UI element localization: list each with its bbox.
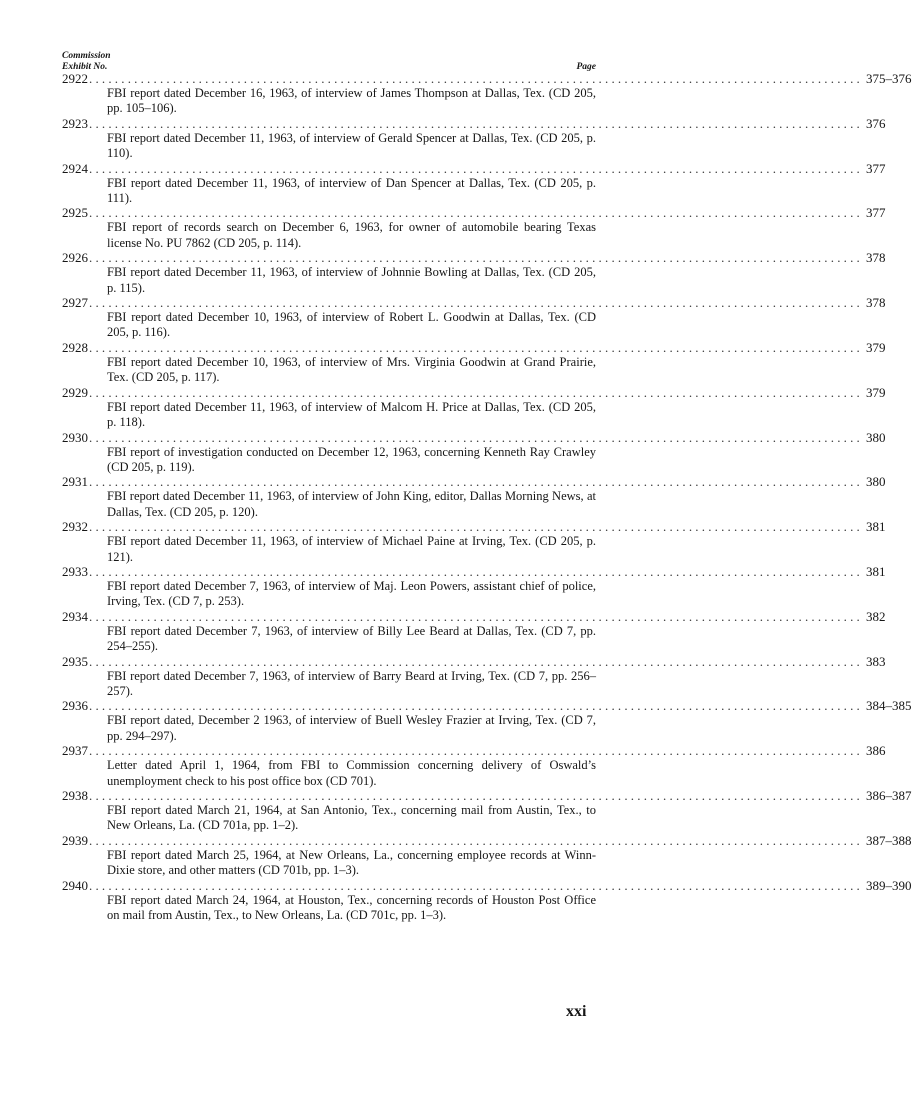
exhibit-description: FBI report dated December 7, 1963, of interview of Billy Lee Beard at Dallas, Tex. (CD 7, pp. 254–255). — [107, 623, 596, 654]
dot-leader: ........................................................................................................................ — [89, 653, 863, 669]
page-reference: 377 — [866, 205, 886, 221]
page-reference: 387–388 — [866, 832, 912, 848]
exhibit-description: FBI report dated December 11, 1963, of interview of Gerald Spencer at Dallas, Tex. (CD 205, p. 110). — [107, 130, 596, 161]
exhibit-number: 2930 — [62, 429, 88, 445]
exhibit-entry — [62, 474, 886, 520]
dot-leader: ........................................................................................................................ — [89, 743, 863, 759]
exhibit-number: 2931 — [62, 474, 88, 490]
column-header — [62, 48, 596, 72]
exhibit-description: FBI report dated December 16, 1963, of interview of James Thompson at Dallas, Tex. (CD 205, pp. 105–106). — [107, 86, 596, 116]
exhibit-number: 2937 — [62, 743, 88, 759]
exhibit-description: FBI report dated December 10, 1963, of interview of Robert L. Goodwin at Dallas, Tex. (CD 205, p. 116). — [107, 310, 596, 340]
exhibit-number: 2933 — [62, 563, 88, 579]
exhibit-entry — [62, 205, 886, 251]
exhibit-description: FBI report of records search on December 6, 1963, for owner of automobile bearing Texas license No. PU 7862 (CD 205, p. 114). — [107, 220, 596, 250]
exhibit-entry — [62, 788, 912, 834]
exhibit-entry — [62, 295, 886, 341]
exhibit-number: 2939 — [62, 832, 88, 848]
dot-leader: ........................................................................................................................ — [89, 563, 863, 579]
exhibit-number: 2934 — [62, 608, 88, 624]
dot-leader: ........................................................................................................................ — [89, 339, 863, 355]
exhibit-number: 2923 — [62, 115, 88, 131]
dot-leader: ........................................................................................................................ — [89, 250, 863, 266]
page-reference: 375–376 — [866, 71, 912, 86]
exhibit-description: FBI report of investigation conducted on December 12, 1963, concerning Kenneth Ray Crawley (CD 205, p. 119). — [107, 444, 596, 474]
exhibit-number: 2935 — [62, 653, 88, 669]
exhibit-entry — [62, 832, 912, 879]
dot-leader: ........................................................................................................................ — [89, 295, 863, 311]
page-reference: 378 — [866, 250, 886, 266]
exhibit-list — [62, 71, 912, 923]
page-reference: 378 — [866, 295, 886, 311]
page-reference: 384–385 — [866, 698, 912, 714]
dot-leader: ........................................................................................................................ — [89, 160, 863, 176]
exhibit-description: FBI report dated December 11, 1963, of interview of John King, editor, Dallas Morning News, at Dallas, Tex. (CD 205, p. 120). — [107, 489, 596, 519]
exhibit-number: 2928 — [62, 339, 88, 355]
page-reference: 383 — [866, 653, 886, 669]
exhibit-description: FBI report dated March 21, 1964, at San Antonio, Tex., concerning mail from Austin, Tex., to New Orleans, La. (CD 701a, pp. 1–2). — [107, 803, 596, 833]
exhibit-description: FBI report dated December 7, 1963, of interview of Maj. Leon Powers, assistant chief of police, Irving, Tex. (CD 7, p. 253). — [107, 578, 596, 609]
exhibit-number: 2936 — [62, 698, 88, 714]
exhibit-number: 2926 — [62, 250, 88, 266]
exhibit-description: FBI report dated December 11, 1963, of interview of Malcom H. Price at Dallas, Tex. (CD 205, p. 118). — [107, 399, 596, 430]
exhibit-description: FBI report dated December 11, 1963, of interview of Dan Spencer at Dallas, Tex. (CD 205, p. 111). — [107, 175, 596, 206]
page-reference: 381 — [866, 563, 886, 579]
exhibit-description: FBI report dated March 24, 1964, at Houston, Tex., concerning records of Houston Post Office on mail from Austin, Tex., to New Orleans, La. (CD 701c, pp. 1–3). — [107, 892, 596, 923]
exhibit-number: 2940 — [62, 877, 88, 893]
dot-leader: ........................................................................................................................ — [89, 429, 863, 445]
dot-leader: ........................................................................................................................ — [89, 474, 863, 490]
exhibit-entry — [62, 71, 912, 117]
page-reference: 379 — [866, 339, 886, 355]
dot-leader: ........................................................................................................................ — [89, 877, 863, 893]
exhibit-description: FBI report dated March 25, 1964, at New Orleans, La., concerning employee records at Winn-Dixie store, and other matters (CD 701b, pp. 1–3). — [107, 847, 596, 878]
page-reference: 380 — [866, 474, 886, 490]
exhibit-label-line2: Exhibit No. — [62, 61, 108, 72]
exhibit-description: FBI report dated December 7, 1963, of interview of Barry Beard at Irving, Tex. (CD 7, pp. 256–257). — [107, 668, 596, 698]
exhibit-description: FBI report dated December 11, 1963, of interview of Michael Paine at Irving, Tex. (CD 205, p. 121). — [107, 534, 596, 564]
exhibit-number: 2925 — [62, 205, 88, 221]
exhibit-entry — [62, 563, 886, 610]
exhibit-label-line1: Commission — [62, 51, 111, 61]
page-column-label: Page — [576, 61, 596, 72]
exhibit-entry — [62, 339, 886, 386]
exhibit-number: 2922 — [62, 71, 88, 86]
exhibit-entry — [62, 384, 886, 431]
exhibit-entry — [62, 743, 886, 789]
page-reference: 377 — [866, 160, 886, 176]
page-reference: 389–390 — [866, 877, 912, 893]
exhibit-entry — [62, 160, 886, 207]
dot-leader: ........................................................................................................................ — [89, 698, 863, 714]
exhibit-entry — [62, 250, 886, 296]
exhibit-number: 2927 — [62, 295, 88, 311]
exhibit-description: Letter dated April 1, 1964, from FBI to Commission concerning delivery of Oswald’s unemployment check to his post office box (CD 701). — [107, 758, 596, 788]
exhibit-description: FBI report dated, December 2 1963, of interview of Buell Wesley Frazier at Irving, Tex. (CD 7, pp. 294–297). — [107, 713, 596, 743]
page-reference: 386 — [866, 743, 886, 759]
exhibit-entry — [62, 519, 886, 565]
dot-leader: ........................................................................................................................ — [89, 205, 863, 221]
exhibit-entry — [62, 877, 912, 924]
dot-leader: ........................................................................................................................ — [89, 384, 863, 400]
page-folio: xxi — [566, 1003, 587, 1020]
page-reference: 376 — [866, 115, 886, 131]
page-reference: 381 — [866, 519, 886, 535]
dot-leader: ........................................................................................................................ — [89, 608, 863, 624]
exhibit-number: 2932 — [62, 519, 88, 535]
exhibit-number: 2929 — [62, 384, 88, 400]
exhibit-entry — [62, 429, 886, 476]
dot-leader: ........................................................................................................................ — [89, 115, 863, 131]
page-reference: 382 — [866, 608, 886, 624]
dot-leader: ........................................................................................................................ — [89, 71, 863, 86]
dot-leader: ........................................................................................................................ — [89, 519, 863, 535]
exhibit-column-label — [62, 51, 111, 72]
exhibit-entry — [62, 608, 886, 655]
exhibit-entry — [62, 653, 886, 700]
page-reference: 379 — [866, 384, 886, 400]
exhibit-entry — [62, 115, 886, 162]
exhibit-entry — [62, 698, 912, 744]
page-reference: 380 — [866, 429, 886, 445]
page-reference: 386–387 — [866, 788, 912, 803]
exhibit-description: FBI report dated December 10, 1963, of interview of Mrs. Virginia Goodwin at Grand Prairie, Tex. (CD 205, p. 117). — [107, 354, 596, 385]
exhibit-number: 2924 — [62, 160, 88, 176]
dot-leader: ........................................................................................................................ — [89, 832, 863, 848]
dot-leader: ........................................................................................................................ — [89, 788, 863, 803]
exhibit-description: FBI report dated December 11, 1963, of interview of Johnnie Bowling at Dallas, Tex. (CD 205, p. 115). — [107, 265, 596, 295]
exhibit-number: 2938 — [62, 788, 88, 803]
